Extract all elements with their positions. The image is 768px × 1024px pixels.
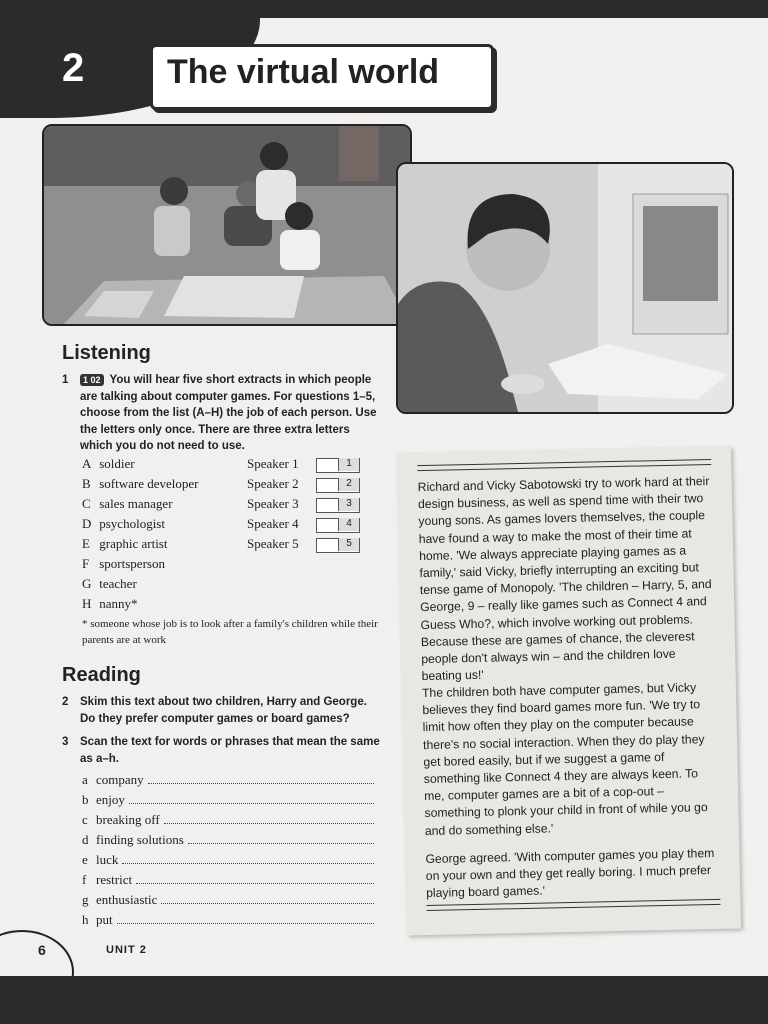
footer-unit-label: UNIT 2 (106, 944, 147, 956)
option-item: F sportsperson (82, 556, 165, 571)
reading-question-2 (62, 694, 380, 727)
answer-box[interactable]: 2 (316, 478, 360, 493)
answer-line[interactable] (129, 792, 374, 804)
title-box (150, 44, 494, 110)
question-number: 3 (62, 736, 69, 748)
option-item: D psychologist (82, 516, 165, 531)
vocab-item[interactable]: b enjoy (82, 792, 374, 808)
answer-line[interactable] (164, 812, 374, 824)
answer-box[interactable]: 5 (316, 538, 360, 553)
article-top-rule (417, 459, 711, 471)
listening-instruction-text: You will hear five short extracts in which people are talking about computer games. For questions 1–5, choose from the list (A–H) the job of each person. Use the letters only once. There are three extra letters which you do not need to use. (80, 374, 377, 452)
question-number: 2 (62, 696, 69, 708)
vocab-item[interactable]: c breaking off (82, 812, 374, 828)
family-chess-image (44, 126, 410, 324)
answer-box[interactable]: 4 (316, 518, 360, 533)
vocab-item[interactable]: a company (82, 772, 374, 788)
speaker-label: Speaker 1 (247, 456, 299, 471)
answer-box[interactable]: 3 (316, 498, 360, 513)
answer-line[interactable] (188, 832, 374, 844)
reading-heading: Reading (62, 664, 141, 686)
audio-track-badge: 1 02 (80, 374, 104, 386)
option-item: B software developer (82, 476, 199, 491)
page-title: The virtual world (167, 53, 440, 91)
textbook-page (0, 18, 768, 976)
footnote: * someone whose job is to look after a family's children while their parents are at work (82, 618, 378, 646)
answer-box[interactable]: 1 (316, 458, 360, 473)
vocab-item[interactable]: h put (82, 912, 374, 928)
speaker-label: Speaker 2 (247, 476, 299, 491)
child-computer-image (398, 164, 732, 412)
answer-line[interactable] (136, 872, 374, 884)
vocab-item[interactable]: f restrict (82, 872, 374, 888)
answer-line[interactable] (122, 852, 374, 864)
question-number: 1 (62, 374, 69, 386)
unit-number: 2 (62, 46, 85, 90)
option-item: G teacher (82, 576, 137, 591)
listening-instruction (62, 372, 380, 455)
speaker-label: Speaker 3 (247, 496, 299, 511)
listening-heading: Listening (62, 342, 151, 364)
speaker-label: Speaker 5 (247, 536, 299, 551)
child-computer-photo (396, 162, 734, 414)
footer-page-tab (0, 930, 74, 976)
reading-question-2-text: Skim this text about two children, Harry and George. Do they prefer computer games or board games? (80, 696, 367, 725)
reading-question-3 (62, 734, 380, 767)
article-paragraph-2: The children both have computer games, but Vicky believes they find board games more fun. 'We try to limit how often they play on the computer because there's no social interaction. When they do play they get bored easily, but if we suggest a game of something like Connect 4 they are always keen. To me, computer games are a bit of a cop-out – something to plonk your child in front of while you go and do something else.' (421, 680, 708, 838)
option-item: C sales manager (82, 496, 173, 511)
speaker-label: Speaker 4 (247, 516, 299, 531)
vocab-item[interactable]: d finding solutions (82, 832, 374, 848)
vocab-item[interactable]: g enthusiastic (82, 892, 374, 908)
article-paragraph-3: George agreed. 'With computer games you play them on your own and they get really boring. I much prefer playing board games.' (425, 845, 715, 901)
reading-question-3-text: Scan the text for words or phrases that mean the same as a–h. (80, 736, 380, 765)
family-chess-photo (42, 124, 412, 326)
answer-line[interactable] (148, 772, 374, 784)
option-item: A soldier (82, 456, 135, 471)
answer-line[interactable] (117, 912, 374, 924)
option-item: E graphic artist (82, 536, 168, 551)
answer-line[interactable] (161, 892, 374, 904)
option-item: H nanny* (82, 596, 138, 611)
article-card (397, 447, 741, 936)
article-paragraph-1: Richard and Vicky Sabotowski try to work hard at their design business, as well as spend time with their two young sons. As games lovers themselves, the couple have found a way to make the most of their time at home. 'We always appreciate playing games as a family,' said Vicky, briefly interrupting an exciting but tense game of Monopoly. 'The children – Harry, 5, and George, 9 – really like games such as Connect 4 and Guess Who?, which involve working out problems. Because these are games of chance, the cleverest people don't always win – and the children love beating us!' (417, 474, 712, 684)
vocab-item[interactable]: e luck (82, 852, 374, 868)
page-number: 6 (38, 942, 46, 958)
